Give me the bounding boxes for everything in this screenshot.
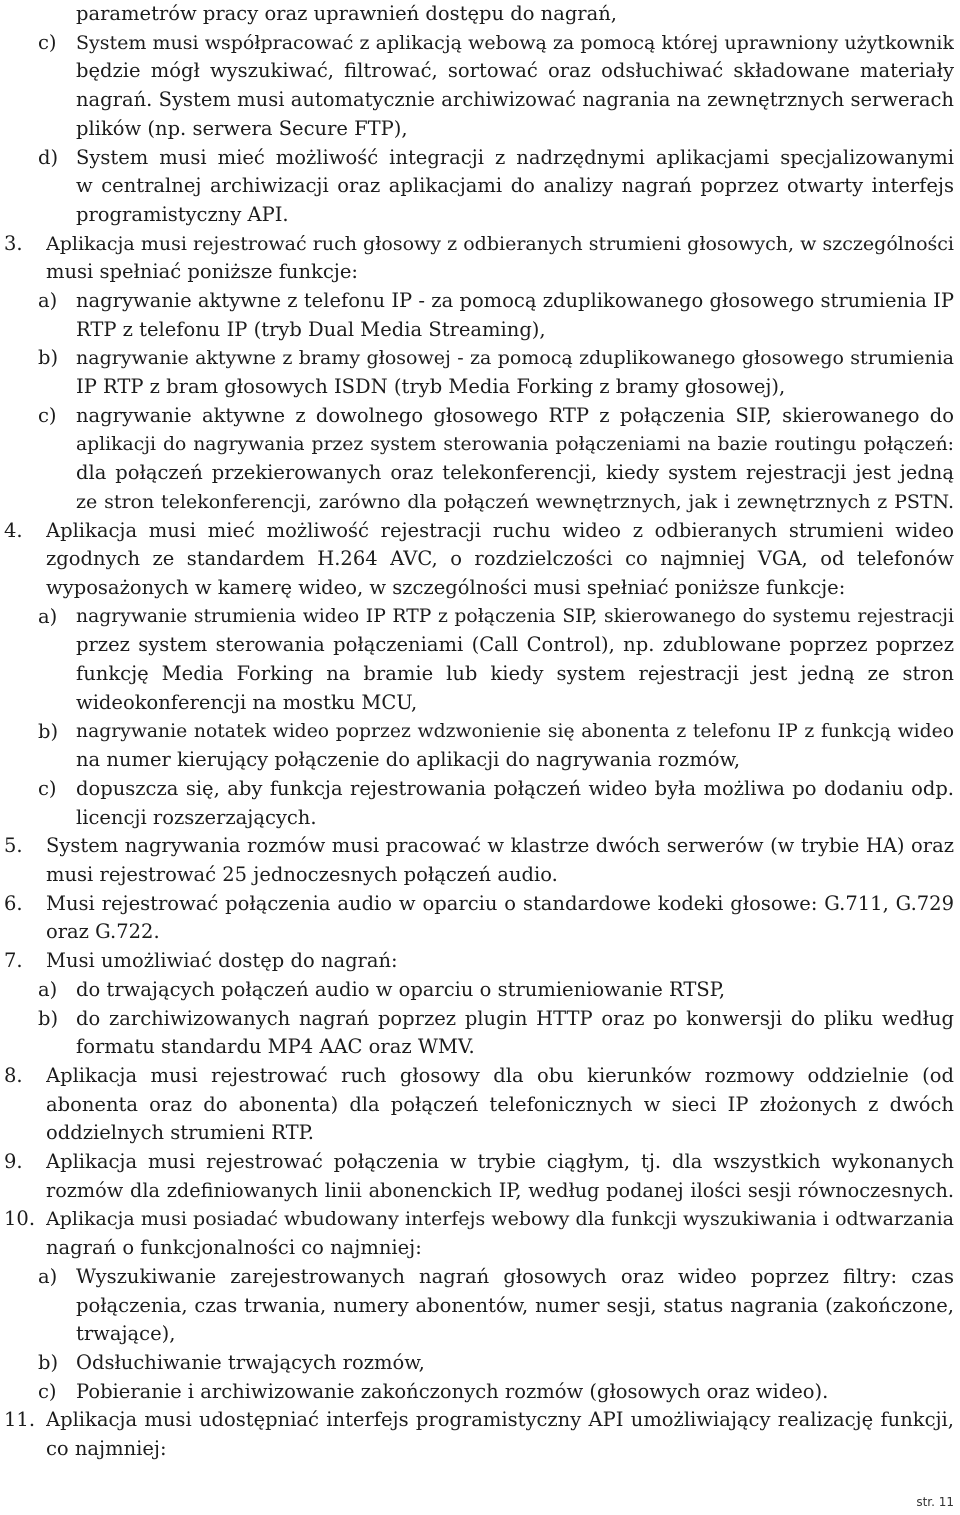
list-marker: c) [38, 30, 57, 54]
text-line [0, 689, 960, 718]
text-line [0, 57, 960, 86]
list-marker: 9. [4, 1150, 23, 1173]
text-line [0, 86, 960, 115]
text-line [0, 1292, 960, 1321]
line-text: Aplikacja musi posiadać wbudowany interfejs webowy dla funkcji wyszukiwania i odtwarzania [46, 1208, 954, 1231]
list-marker: 11. [4, 1408, 36, 1432]
line-text: Musi umożliwiać dostęp do nagrań: [46, 949, 398, 973]
line-text: oraz G.722. [46, 920, 160, 944]
text-line [0, 947, 960, 976]
list-marker: b) [38, 719, 59, 743]
line-text: nagrań o funkcjonalności co najmniej: [46, 1236, 422, 1260]
text-line [0, 775, 960, 804]
text-line [0, 115, 960, 144]
line-text: musi rejestrować 25 jednoczesnych połączeń audio. [46, 863, 558, 886]
text-line [0, 1177, 960, 1206]
list-marker: b) [38, 1006, 59, 1030]
line-text: System musi współpracować z aplikacją webową za pomocą której uprawniony użytkownik [76, 31, 954, 54]
line-text: nagrywanie aktywne z telefonu IP - za pomocą zduplikowanego głosowego strumienia IP [76, 289, 954, 312]
line-text: połączenia, czas trwania, numery abonentów, numer sesji, status nagrania (zakończone, [76, 1293, 954, 1317]
line-text: Pobieranie i archiwizowanie zakończonych rozmów (głosowych oraz wideo). [76, 1379, 829, 1403]
text-line [0, 488, 960, 517]
text-line [0, 746, 960, 775]
text-line [0, 890, 960, 919]
text-line [0, 603, 960, 632]
list-marker: b) [38, 1350, 59, 1374]
line-text: Aplikacja musi rejestrować ruch głosowy z odbieranych strumieni głosowych, w szczególności [46, 232, 954, 255]
list-marker: 10. [4, 1207, 36, 1231]
line-text: dopuszcza się, aby funkcja rejestrowania połączeń wideo była możliwa po dodaniu odp. [76, 776, 954, 800]
line-text: Aplikacja musi rejestrować połączenia w trybie ciągłym, tj. dla wszystkich wykonanych [46, 1150, 954, 1173]
text-line [0, 1091, 960, 1120]
text-line [0, 1205, 960, 1234]
line-text: parametrów pracy oraz uprawnień dostępu do nagrań, [76, 2, 618, 25]
list-marker: a) [38, 1264, 58, 1288]
line-text: rozmów dla zdefiniowanych linii abonenckich IP, według podanej ilości sesji równoczesnych. [46, 1178, 954, 1202]
list-marker: b) [38, 346, 59, 370]
text-line [0, 1349, 960, 1378]
line-text: trwające), [76, 1322, 176, 1346]
text-line [0, 431, 960, 460]
text-line [0, 144, 960, 173]
list-marker: 7. [4, 949, 23, 973]
line-text: nagrywanie aktywne z dowolnego głosowego RTP z połączenia SIP, skierowanego do [76, 403, 954, 427]
line-text: formatu standardu MP4 AAC oraz WMV. [76, 1035, 475, 1059]
line-text: w centralnej archiwizacji oraz aplikacjami do analizy nagrań poprzez otwarty interfejs [76, 174, 954, 198]
line-text: Aplikacja musi udostępniać interfejs programistyczny API umożliwiający realizację funkcji, [46, 1408, 954, 1432]
line-text: abonenta oraz do abonenta) dla połączeń telefonicznych w sieci IP złożonych z dwóch [46, 1092, 954, 1116]
line-text: będzie mógł wyszukiwać, filtrować, sortować oraz odsłuchiwać składowane materiały [76, 59, 954, 83]
line-text: licencji rozszerzających. [76, 805, 317, 829]
line-text: Aplikacja musi rejestrować ruch głosowy dla obu kierunków rozmowy oddzielnie (od [46, 1063, 954, 1087]
list-marker: a) [38, 977, 58, 1001]
line-text: nagrywanie aktywne z bramy głosowej - za pomocą zduplikowanego głosowego strumienia [76, 347, 954, 370]
page-number: str. 11 [916, 1495, 954, 1509]
text-line [0, 1033, 960, 1062]
line-text: wideokonferencji na mostku MCU, [76, 690, 418, 714]
line-text: przez system sterowania połączeniami (Call Control), np. zdublowane poprzez poprzez [76, 633, 954, 657]
text-line [0, 976, 960, 1005]
text-line [0, 545, 960, 574]
line-text: co najmniej: [46, 1437, 167, 1460]
text-line [0, 402, 960, 431]
line-text: System nagrywania rozmów musi pracować w klastrze dwóch serwerów (w trybie HA) oraz [46, 834, 954, 858]
text-line [0, 258, 960, 287]
text-line [0, 344, 960, 373]
line-text: dla połączeń przekierowanych oraz telekonferencji, kiedy system rejestracji jest jedną [76, 461, 954, 485]
line-text: musi spełniać poniższe funkcje: [46, 260, 358, 284]
text-line [0, 1119, 960, 1148]
text-line [0, 1148, 960, 1177]
line-text: Wyszukiwanie zarejestrowanych nagrań głosowych oraz wideo poprzez filtry: czas [76, 1264, 954, 1288]
line-text: do zarchiwizowanych nagrań poprzez plugin HTTP oraz po konwersji do pliku według [76, 1006, 954, 1030]
text-line [0, 1435, 960, 1464]
line-text: aplikacji do nagrywania przez system sterowania połączeniami na bazie routingu połączeń: [76, 433, 954, 455]
line-text: oddzielnych strumieni RTP. [46, 1121, 314, 1145]
list-marker: a) [38, 604, 58, 628]
line-text: na numer kierujący połączenie do aplikacji do nagrywania rozmów, [76, 748, 741, 772]
text-line [0, 459, 960, 488]
line-text: System musi mieć możliwość integracji z nadrzędnymi aplikacjami specjalizowanymi [76, 145, 954, 169]
text-line [0, 660, 960, 689]
text-line [0, 574, 960, 603]
list-marker: d) [38, 145, 59, 169]
list-marker: c) [38, 1379, 57, 1403]
line-text: Odsłuchiwanie trwających rozmów, [76, 1350, 425, 1374]
text-line [0, 287, 960, 316]
line-text: RTP z telefonu IP (tryb Dual Media Streaming), [76, 317, 546, 341]
line-text: do trwających połączeń audio w oparciu o strumieniowanie RTSP, [76, 977, 726, 1001]
text-line [0, 0, 960, 29]
line-text: nagrywanie strumienia wideo IP RTP z połączenia SIP, skierowanego do systemu rejestracji [76, 605, 954, 627]
text-line [0, 1005, 960, 1034]
line-text: plików (np. serwera Secure FTP), [76, 116, 408, 140]
line-text: nagrań. System musi automatycznie archiwizować nagrania na zewnętrznych serwerach [76, 88, 954, 112]
text-line [0, 1320, 960, 1349]
line-text: Musi rejestrować połączenia audio w oparciu o standardowe kodeki głosowe: G.711, G.729 [46, 891, 954, 915]
text-line [0, 718, 960, 747]
line-text: funkcję Media Forking na bramie lub kiedy system rejestracji jest jedną ze stron [76, 662, 954, 686]
text-line [0, 861, 960, 890]
list-marker: 3. [4, 231, 23, 255]
text-line [0, 1263, 960, 1292]
text-line [0, 201, 960, 230]
line-text: zgodnych ze standardem H.264 AVC, o rozdzielczości co najmniej VGA, od telefonów [46, 547, 954, 571]
list-marker: c) [38, 403, 57, 427]
text-line [0, 373, 960, 402]
line-text: wyposażonych w kamerę wideo, w szczególności musi spełniać poniższe funkcje: [46, 576, 846, 599]
text-line [0, 1234, 960, 1263]
list-marker: c) [38, 776, 57, 800]
text-line [0, 804, 960, 833]
text-line [0, 230, 960, 259]
text-line [0, 1062, 960, 1091]
list-marker: 8. [4, 1063, 23, 1087]
text-line [0, 631, 960, 660]
line-text: nagrywanie notatek wideo poprzez wdzwonienie się abonenta z telefonu IP z funkcją wideo [76, 720, 954, 742]
text-line [0, 1378, 960, 1407]
line-text: programistyczny API. [76, 202, 289, 226]
text-line [0, 832, 960, 861]
text-line [0, 918, 960, 947]
line-text: ze stron telekonferencji, zarówno dla połączeń wewnętrznych, jak i zewnętrznych z PSTN. [76, 490, 954, 513]
list-marker: a) [38, 289, 58, 312]
list-marker: 4. [4, 518, 23, 542]
line-text: IP RTP z bram głosowych ISDN (tryb Media Forking z bramy głosowej), [76, 375, 786, 399]
text-line [0, 517, 960, 546]
text-line [0, 1406, 960, 1435]
text-line [0, 316, 960, 345]
list-marker: 5. [4, 834, 23, 858]
list-marker: 6. [4, 891, 23, 915]
text-line [0, 29, 960, 58]
text-line [0, 172, 960, 201]
line-text: Aplikacja musi mieć możliwość rejestracji ruchu wideo z odbieranych strumieni wideo [46, 518, 954, 542]
